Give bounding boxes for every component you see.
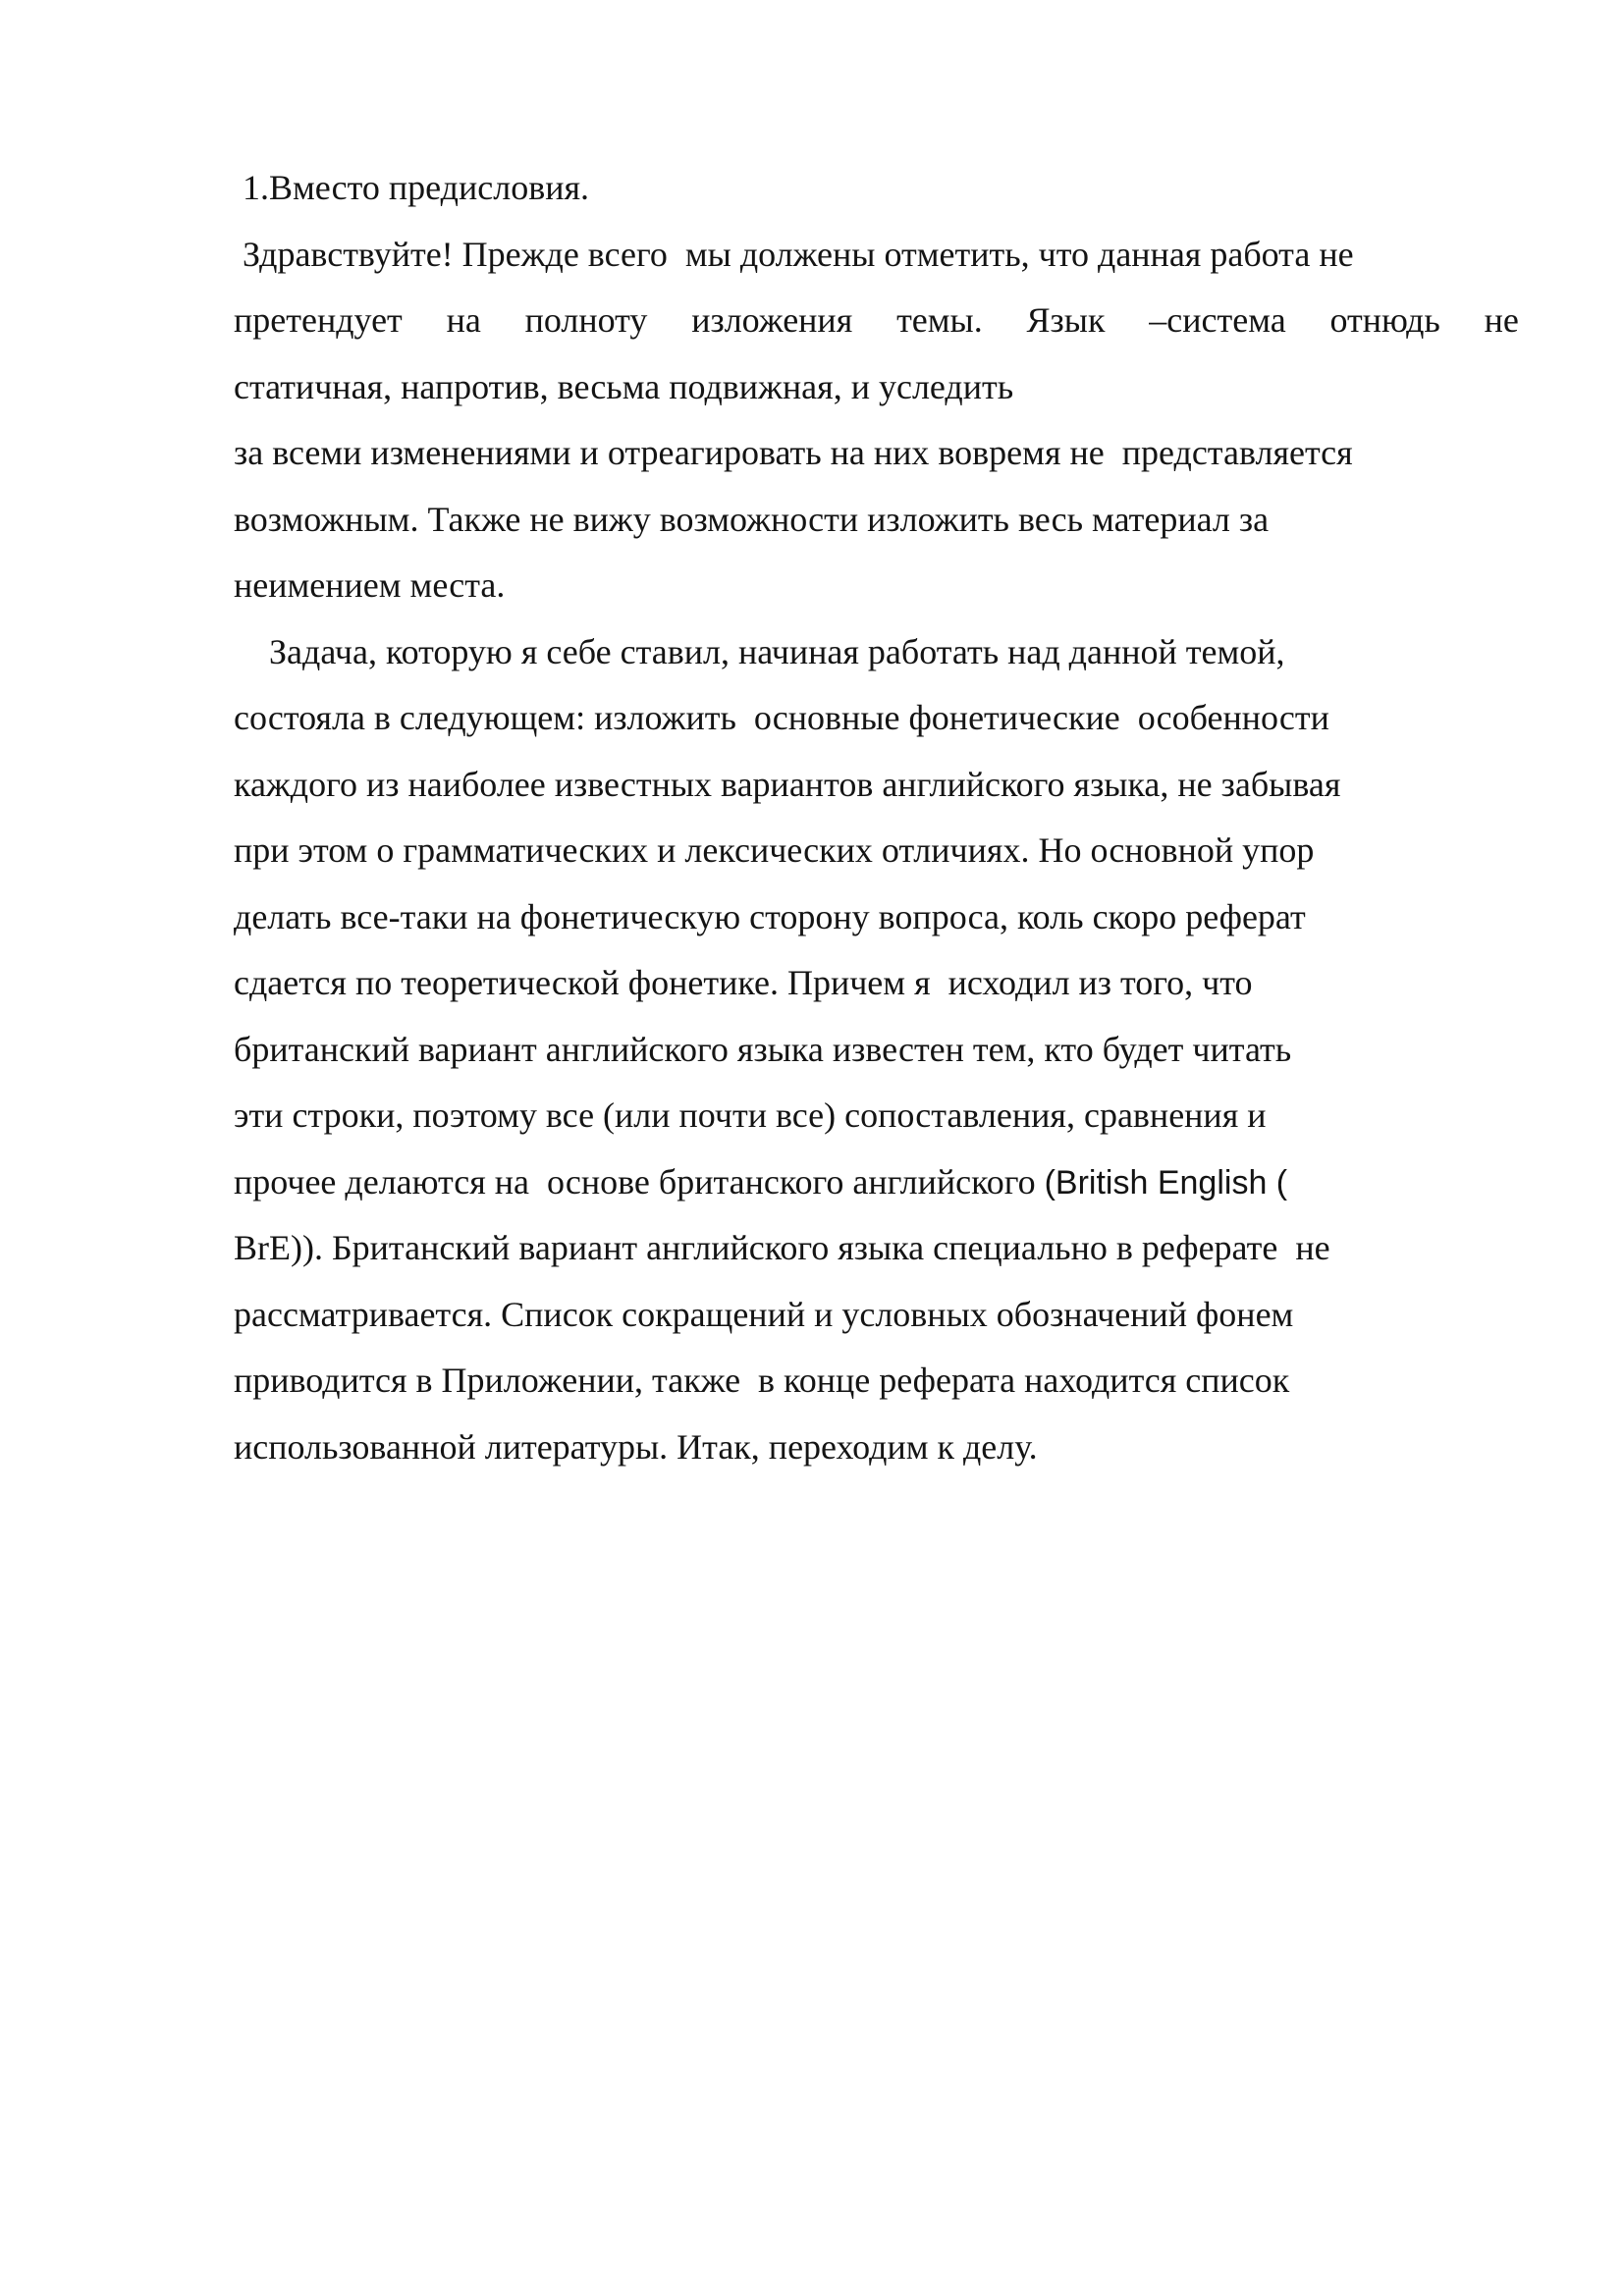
- paragraph-line: каждого из наиболее известных вариантов английского языка, не забывая: [234, 764, 1341, 804]
- paragraph-line: британский вариант английского языка известен тем, кто будет читать: [234, 1029, 1292, 1069]
- paragraph-line: использованной литературы. Итак, переходим к делу.: [234, 1426, 1038, 1467]
- section-heading: 1.Вместо предисловия.: [234, 168, 590, 207]
- paragraph-line: состояла в следующем: изложить основные фонетические особенности: [234, 698, 1329, 737]
- paragraph-line: статичная, напротив, весьма подвижная, и уследить: [234, 366, 1014, 406]
- paragraph-line: эти строки, поэтому все (или почти все) сопоставления, сравнения и: [234, 1095, 1267, 1135]
- line-text: прочее делаются на основе британского английского: [234, 1161, 1045, 1201]
- english-term: (British English (: [1044, 1163, 1288, 1201]
- word: –система: [1149, 300, 1286, 340]
- paragraph-line: сдается по теоретической фонетике. Причем я исходил из того, что: [234, 963, 1253, 1002]
- word: на: [446, 300, 481, 340]
- word: претендует: [234, 300, 403, 340]
- paragraph-line: при этом о грамматических и лексических отличиях. Но основной упор: [234, 830, 1315, 870]
- paragraph-line: за всеми изменениями и отреагировать на них вовремя не представляется: [234, 433, 1353, 472]
- paragraph-line: приводится в Приложении, также в конце реферата находится список: [234, 1361, 1290, 1400]
- paragraph-line: BrE)). Британский вариант английского языка специально в реферате не: [234, 1228, 1330, 1267]
- word: изложения: [691, 300, 853, 340]
- paragraph-line: рассматривается. Список сокращений и условных обозначений фонем: [234, 1294, 1294, 1334]
- paragraph-line: неимением места.: [234, 565, 506, 605]
- paragraph-line-with-english: [234, 1149, 1549, 1216]
- document-body: [234, 155, 1549, 1480]
- paragraph-line: делать все-таки на фонетическую сторону вопроса, коль скоро реферат: [234, 896, 1306, 936]
- word: не: [1484, 300, 1519, 340]
- word: полноту: [524, 300, 648, 340]
- justified-paragraph-line: [234, 288, 1519, 354]
- paragraph-line: Задача, которую я себе ставил, начиная работать над данной темой,: [234, 631, 1285, 671]
- word: темы.: [896, 300, 983, 340]
- paragraph-line: возможным. Также не вижу возможности изложить весь материал за: [234, 499, 1270, 539]
- word: отнюдь: [1329, 300, 1440, 340]
- paragraph-line: Здравствуйте! Прежде всего мы должены отметить, что данная работа не: [234, 234, 1354, 274]
- word: Язык: [1026, 300, 1106, 340]
